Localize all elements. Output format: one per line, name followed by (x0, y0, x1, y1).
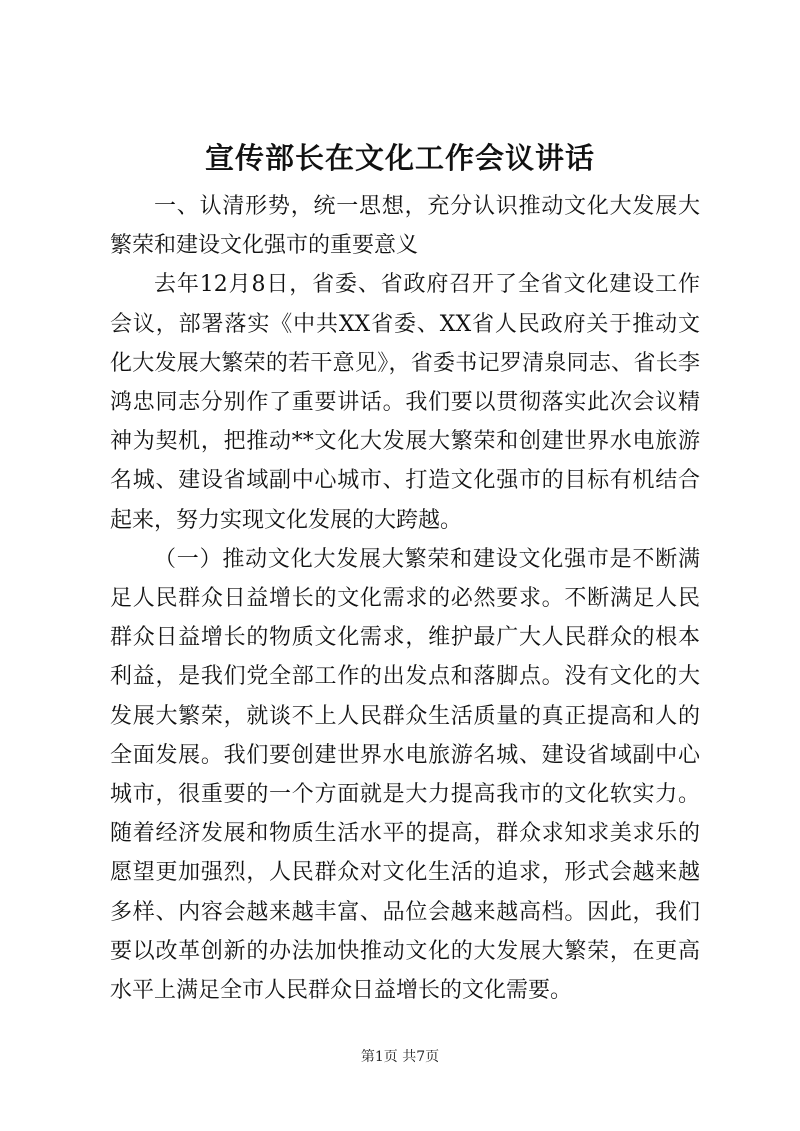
body-paragraph-2: （一）推动文化大发展大繁荣和建设文化强市是不断满足人民群众日益增长的文化需求的必然要求。不断满足人民群众日益增长的物质文化需求，维护最广大人民群众的根本利益，是我们党全部工作的出发点和落脚点。没有文化的大发展大繁荣，就谈不上人民群众生活质量的真正提高和人的全面发展。我们要创建世界水电旅游名城、建设省域副中心城市，很重要的一个方面就是大力提高我市的文化软实力。随着经济发展和物质生活水平的提高，群众求知求美求乐的愿望更加强烈，人民群众对文化生活的追求，形式会越来越多样、内容会越来越丰富、品位会越来越高档。因此，我们要以改革创新的办法加快推动文化的大发展大繁荣，在更高水平上满足全市人民群众日益增长的文化需要。 (110, 546, 700, 1004)
section-heading-paragraph: 一、认清形势，统一思想，充分认识推动文化大发展大繁荣和建设文化强市的重要意义 (110, 194, 700, 259)
body-paragraph-1: 去年12月8日，省委、省政府召开了全省文化建设工作会议，部署落实《中共XX省委、XX省人民政府关于推动文化大发展大繁荣的若干意见》，省委书记罗清泉同志、省长李鸿忠同志分别作了重要讲话。我们要以贯彻落实此次会议精神为契机，把推动**文化大发展大繁荣和创建世界水电旅游名城、建设省域副中心城市、打造文化强市的目标有机结合起来，努力实现文化发展的大跨越。 (110, 272, 700, 533)
document-title: 宣传部长在文化工作会议讲话 (204, 141, 595, 175)
page-footer: 第1页 共7页 (360, 1049, 440, 1065)
document-body (110, 187, 700, 1010)
